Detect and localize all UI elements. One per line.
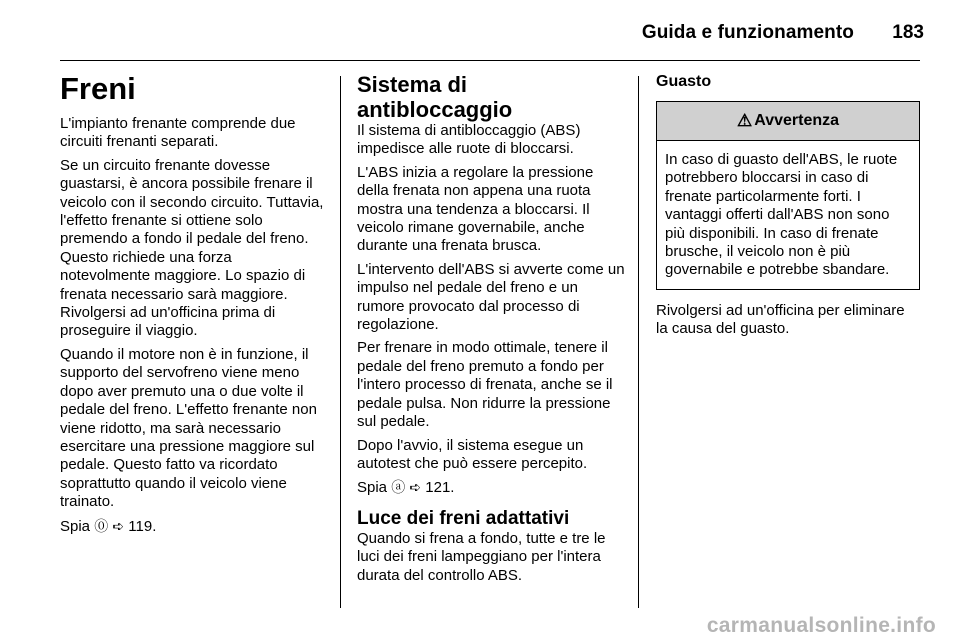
warning-header [657, 102, 919, 141]
column-divider-1 [340, 76, 341, 608]
column-abs [357, 72, 625, 590]
paragraph: Rivolgersi ad un'officina per eliminare la causa del guasto. [656, 301, 905, 338]
spia-reference [357, 478, 625, 497]
section-heading-abs: Sistema di antibloccaggio [357, 72, 513, 122]
section-heading-freni: Freni [60, 71, 136, 106]
subheading-adaptive-brake-lights: Luce dei freni adattativi [357, 507, 570, 529]
page-number: 183 [892, 22, 924, 43]
spia-reference [60, 517, 325, 536]
warning-triangle-icon: ⚠ [736, 110, 753, 130]
column-guasto [656, 72, 920, 344]
warning-text: In caso di guasto dell'ABS, le ruote potrebbero bloccarsi in caso di frenate particolarmente forti. I vantaggi offerti dall'ABS non sono più disponibili. In caso di frenate brusche, il veicolo non è più governabile e potrebbe sbandare. [665, 151, 898, 279]
page-header-title: Guida e funzionamento [641, 22, 854, 43]
spia-label: Spia [357, 479, 388, 497]
page-ref-link[interactable]: 119. [128, 517, 157, 535]
brake-warning-icon: ⓪ [94, 517, 109, 534]
page-ref-arrow-icon: ➪ [112, 517, 125, 534]
paragraph: Quando il motore non è in funzione, il supporto del servofreno viene meno dopo aver premuto una o due volte il pedale del freno. L'effetto frenante non viene ridotto, ma sarà necessario esercitare una pressione maggiore sul pedale. Questo fatto va ricordato soprattutto quando il veicolo viene trainato. [60, 345, 317, 511]
paragraph: L'impianto frenante comprende due circuiti frenanti separati. [60, 115, 296, 151]
warning-title: Avvertenza [754, 111, 840, 129]
spia-label: Spia [60, 517, 91, 535]
section-heading-guasto: Guasto [656, 73, 712, 90]
paragraph: Se un circuito frenante dovesse guastarsi, è ancora possibile frenare il veicolo con il secondo circuito. Tuttavia, l'effetto frenante si ottiene solo premendo a fondo il pedale del freno. Questo richiede una forza notevolmente maggiore. Lo spazio di frenata necessario sarà maggiore. Rivolgersi ad un'officina prima di proseguire il viaggio. [60, 156, 324, 340]
warning-box [656, 101, 920, 290]
watermark: carmanualsonline.info [706, 614, 936, 637]
paragraph: Per frenare in modo ottimale, tenere il pedale del freno premuto a fondo per l'intero processo di frenata, anche se il pedale pulsa. Non ridurre la pressione sul pedale. [357, 339, 613, 431]
abs-warning-icon: ⓐ [391, 479, 406, 496]
page-ref-arrow-icon: ➪ [409, 479, 422, 496]
page-ref-link[interactable]: 121. [425, 479, 455, 497]
paragraph: Quando si frena a fondo, tutte e tre le luci dei freni lampeggiano per l'intera durata del controllo ABS. [357, 529, 606, 584]
paragraph: Dopo l'avvio, il sistema esegue un autotest che può essere percepito. [357, 436, 588, 472]
column-divider-2 [638, 76, 639, 608]
paragraph: L'ABS inizia a regolare la pressione della frenata non appena una ruota mostra una tendenza a bloccarsi. Il veicolo rimane governabile, anche durante una frenata brusca. [357, 163, 594, 255]
header-divider [60, 60, 920, 61]
paragraph: Il sistema di antibloccaggio (ABS) impedisce alle ruote di bloccarsi. [357, 122, 581, 158]
column-freni [60, 72, 325, 541]
paragraph: L'intervento dell'ABS si avverte come un impulso nel pedale del freno e un rumore provocato dal processo di regolazione. [357, 260, 625, 334]
